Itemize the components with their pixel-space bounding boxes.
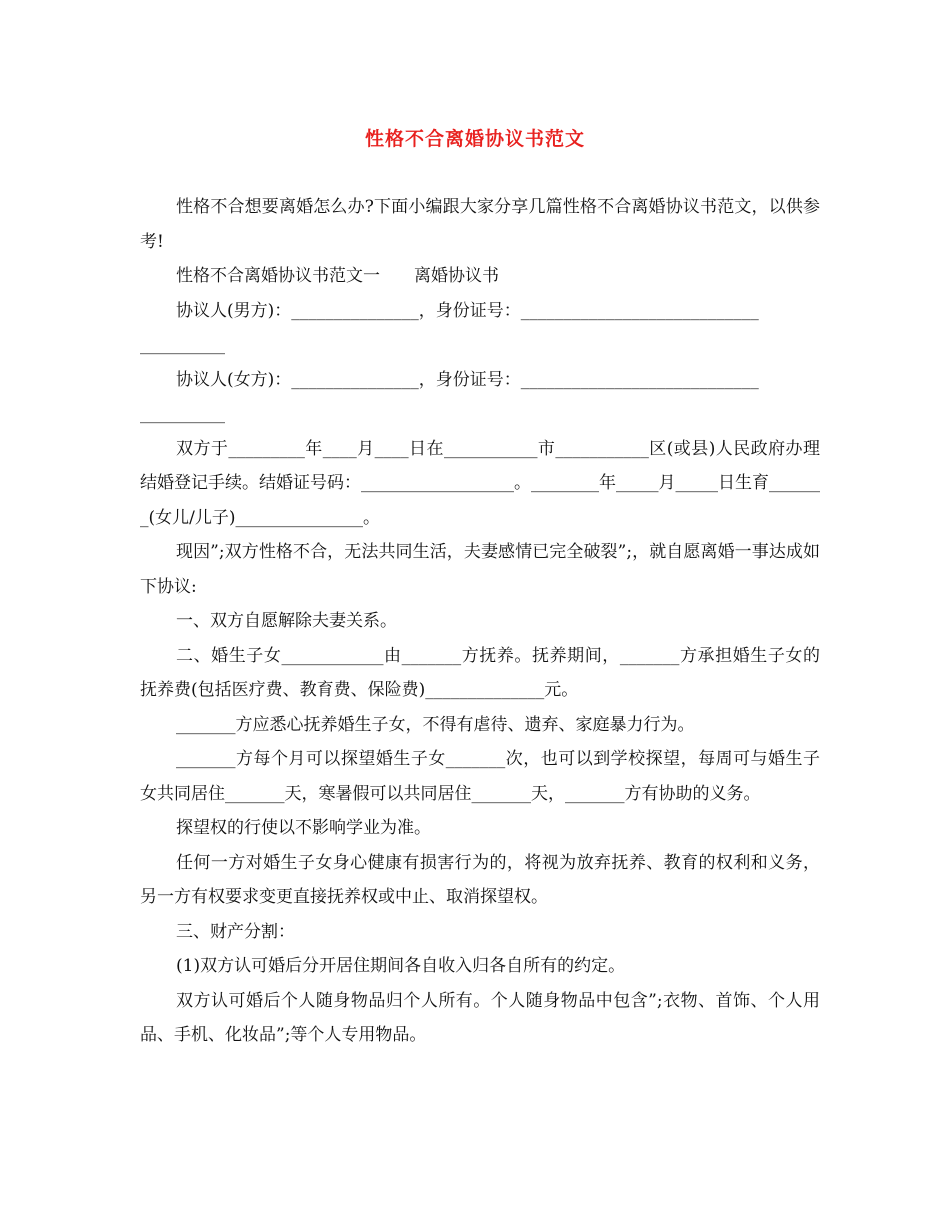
female-party-continuation: __________ bbox=[140, 404, 225, 424]
male-party-continuation: __________ bbox=[140, 335, 225, 355]
clause-three-heading: 三、财产分割： bbox=[176, 921, 295, 942]
personal-items-paragraph: 双方认可婚后个人随身物品归个人所有。个人随身物品中包含”;衣物、首饰、个人用品、手机、化妆品”;等个人专用物品。 bbox=[140, 990, 820, 1045]
clause-two-custody: 二、婚生子女____________由_______方抚养。抚养期间，_______方承担婚生子女的抚养费(包括医疗费、教育费、保险费)______________元。 bbox=[140, 645, 820, 700]
male-party-line: 协议人(男方)：_______________，身份证号：____________________________ bbox=[176, 300, 759, 321]
marriage-registration-paragraph: 双方于_________年____月____日在___________市___________区(或县)人民政府办理结婚登记手续。结婚证号码：__________________。________年_____月_____日生育_______(女儿/儿子)_______________。 bbox=[140, 438, 820, 528]
document-body bbox=[140, 190, 820, 1053]
property-item-one: (1)双方认可婚后分开居住期间各自收入归各自所有的约定。 bbox=[176, 956, 626, 976]
custody-care-paragraph: _______方应悉心抚养婚生子女，不得有虐待、遗弃、家庭暴力行为。 bbox=[176, 714, 695, 735]
harm-clause-paragraph: 任何一方对婚生子女身心健康有损害行为的，将视为放弃抚养、教育的权利和义务，另一方有权要求变更直接抚养权或中止、取消探望权。 bbox=[140, 852, 820, 907]
intro-paragraph: 性格不合想要离婚怎么办?下面小编跟大家分享几篇性格不合离婚协议书范文，以供参考! bbox=[140, 197, 820, 252]
female-party-line: 协议人(女方)：_______________，身份证号：____________________________ bbox=[176, 369, 759, 390]
reason-paragraph: 现因”;双方性格不合，无法共同生活，夫妻感情已完全破裂”;，就自愿离婚一事达成如下协议: bbox=[140, 542, 820, 597]
visitation-rule: 探望权的行使以不影响学业为准。 bbox=[176, 818, 431, 838]
visitation-paragraph: _______方每个月可以探望婚生子女_______次，也可以到学校探望，每周可与婚生子女共同居住_______天，寒暑假可以共同居住_______天，_______方有协助的义务。 bbox=[140, 749, 820, 804]
document-title: 性格不合离婚协议书范文 bbox=[364, 128, 585, 150]
sample-heading: 性格不合离婚协议书范文一 离婚协议书 bbox=[176, 266, 499, 286]
clause-one: 一、双方自愿解除夫妻关系。 bbox=[176, 611, 397, 631]
